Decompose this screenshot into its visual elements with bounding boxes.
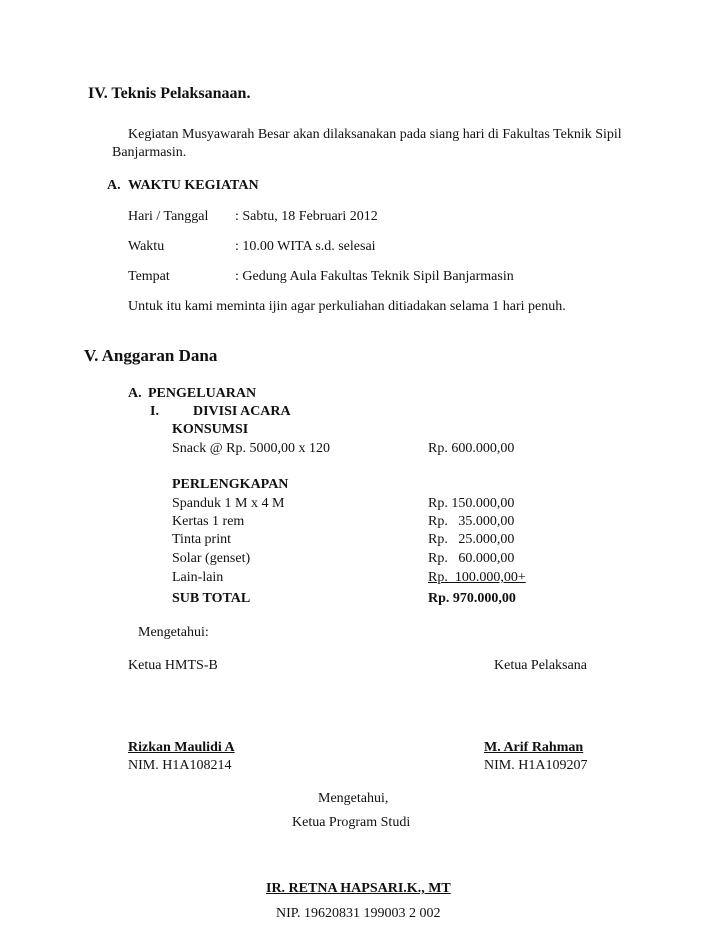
pengeluaran-heading: PENGELUARAN [148,386,257,401]
left-signer-role: Ketua HMTS-B [128,658,218,673]
left-signer-name: Rizkan Maulidi A [128,740,235,755]
division-heading: DIVISI ACARA [193,404,291,419]
item-label-spanduk: Spanduk 1 M x 4 M [172,496,285,511]
division-roman: I. [150,404,159,419]
item-label-tinta: Tinta print [172,532,231,547]
item-amount-tinta: Rp. 25.000,00 [428,532,515,547]
permission-note: Untuk itu kami meminta ijin agar perkuliahan ditiadakan selama 1 hari penuh. [128,299,566,314]
left-signer-nim: NIM. H1A108214 [128,758,232,773]
center-signer-role: Ketua Program Studi [292,815,411,830]
item-label-lain-lain: Lain-lain [172,570,224,585]
waktu-kegiatan-heading: WAKTU KEGIATAN [128,178,259,193]
right-signer-nim: NIM. H1A109207 [484,758,588,773]
detail-value-place: : Gedung Aula Fakultas Teknik Sipil Banjarmasin [235,269,514,284]
center-signer-name: IR. RETNA HAPSARI.K., MT [266,881,451,896]
pengeluaran-letter: A. [128,386,142,401]
subtotal-label: SUB TOTAL [172,591,251,606]
section-5-heading: V. Anggaran Dana [84,346,218,365]
subtotal-amount: Rp. 970.000,00 [428,591,516,606]
item-amount-solar: Rp. 60.000,00 [428,551,515,566]
item-label-kertas: Kertas 1 rem [172,514,245,529]
right-signer-name: M. Arif Rahman [484,740,584,755]
detail-label-date: Hari / Tanggal [128,209,209,224]
detail-value-time: : 10.00 WITA s.d. selesai [235,239,376,254]
section-4-heading: IV. Teknis Pelaksanaan. [88,85,251,102]
section-4-paragraph-line-2: Banjarmasin. [112,145,187,160]
item-label-snack: Snack @ Rp. 5000,00 x 120 [172,441,330,456]
acknowledged-label: Mengetahui: [138,625,209,640]
item-label-solar: Solar (genset) [172,551,251,566]
item-amount-lain-lain: Rp. 100.000,00+ [428,570,526,585]
detail-value-date: : Sabtu, 18 Februari 2012 [235,209,378,224]
detail-label-time: Waktu [128,239,165,254]
item-amount-spanduk: Rp. 150.000,00 [428,496,515,511]
center-acknowledged-label: Mengetahui, [318,791,389,806]
item-amount-kertas: Rp. 35.000,00 [428,514,515,529]
item-amount-snack: Rp. 600.000,00 [428,441,515,456]
section-4-paragraph-line-1: Kegiatan Musyawarah Besar akan dilaksanakan pada siang hari di Fakultas Teknik Sipil [128,127,622,142]
waktu-kegiatan-letter: A. [107,178,121,193]
group-title-perlengkapan: PERLENGKAPAN [172,477,289,492]
detail-label-place: Tempat [128,269,170,284]
center-signer-nip: NIP. 19620831 199003 2 002 [276,906,441,921]
right-signer-role: Ketua Pelaksana [494,658,587,673]
group-title-konsumsi: KONSUMSI [172,422,249,437]
